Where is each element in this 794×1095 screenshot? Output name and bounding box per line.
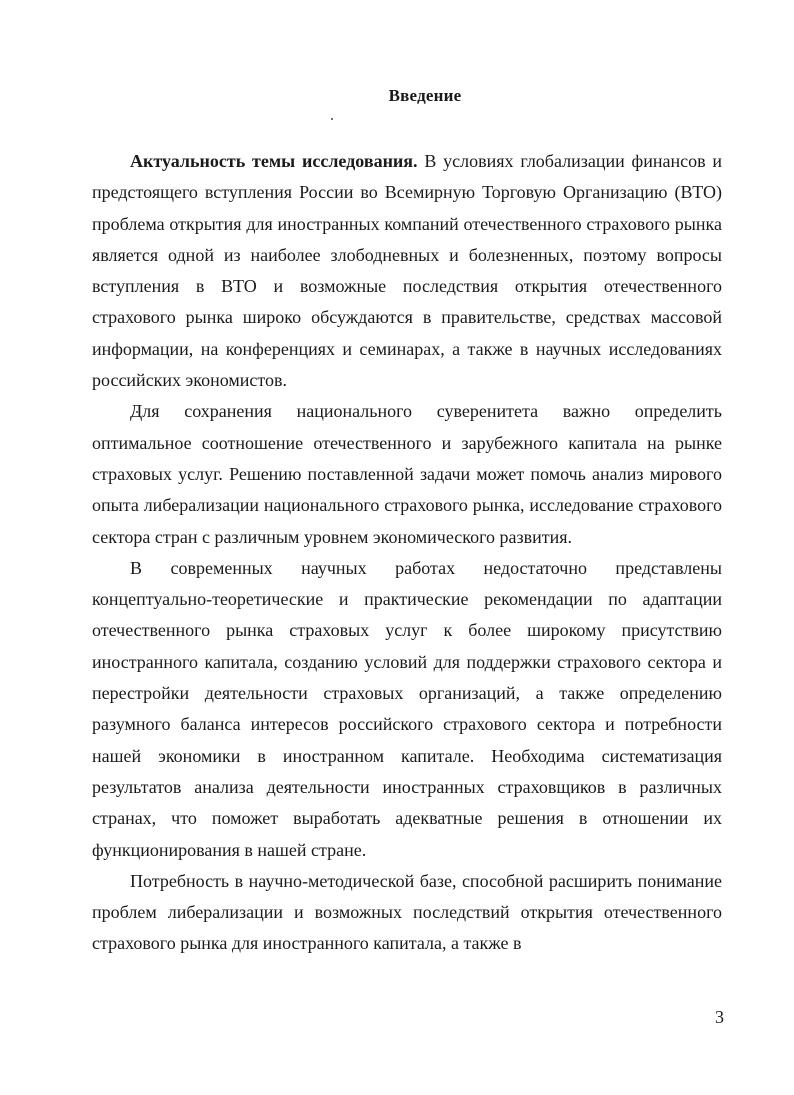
paragraph-research-gap: В современных научных работах недостаточно представлены концептуально-теоретические и практические рекомендации по адаптации отечественного рынка страховых услуг к более широкому присутствию иностранного капитала, созданию условий для поддержки страхового сектора и перестройки деятельности страховых организаций, а также определению разумного баланса интересов российского страхового сектора и потребности нашей экономики в иностранном капитале. Необходима систематизация результатов анализа деятельности иностранных страховщиков в различных странах, что поможет выработать адекватные решения в отношении их функционирования в нашей стране. (92, 557, 722, 860)
body-text (92, 146, 722, 960)
paragraph-relevance (92, 146, 722, 396)
paragraph-lead: Актуальность темы исследования. (130, 151, 418, 171)
paragraph-need: Потребность в научно-методической базе, способной расширить понимание проблем либерализации и возможных последствий открытия отечественного страхового рынка для иностранного капитала, а также в (92, 870, 722, 954)
paragraph-sovereignty: Для сохранения национального суверенитета важно определить оптимальное соотношение отечественного и зарубежного капитала на рынке страховых услуг. Решению поставленной задачи может помочь анализ мирового опыта либерализации национального страхового рынка, исследование страхового сектора стран с различным уровнем экономического развития. (92, 401, 722, 547)
page-number: 3 (715, 1007, 724, 1027)
scan-speck (331, 118, 333, 120)
paragraph-body: В условиях глобализации финансов и предстоящего вступления России во Всемирную Торговую Организацию (ВТО) проблема открытия для иностранных компаний отечественного страхового рынка является одной из наиболее злободневных и болезненных, поэтому вопросы вступления в ВТО и возможные последствия открытия отечественного страхового рынка широко обсуждаются в правительстве, средствах массовой информации, на конференциях и семинарах, а также в научных исследованиях российских экономистов. (92, 151, 723, 391)
page-title: Введение (388, 86, 462, 105)
